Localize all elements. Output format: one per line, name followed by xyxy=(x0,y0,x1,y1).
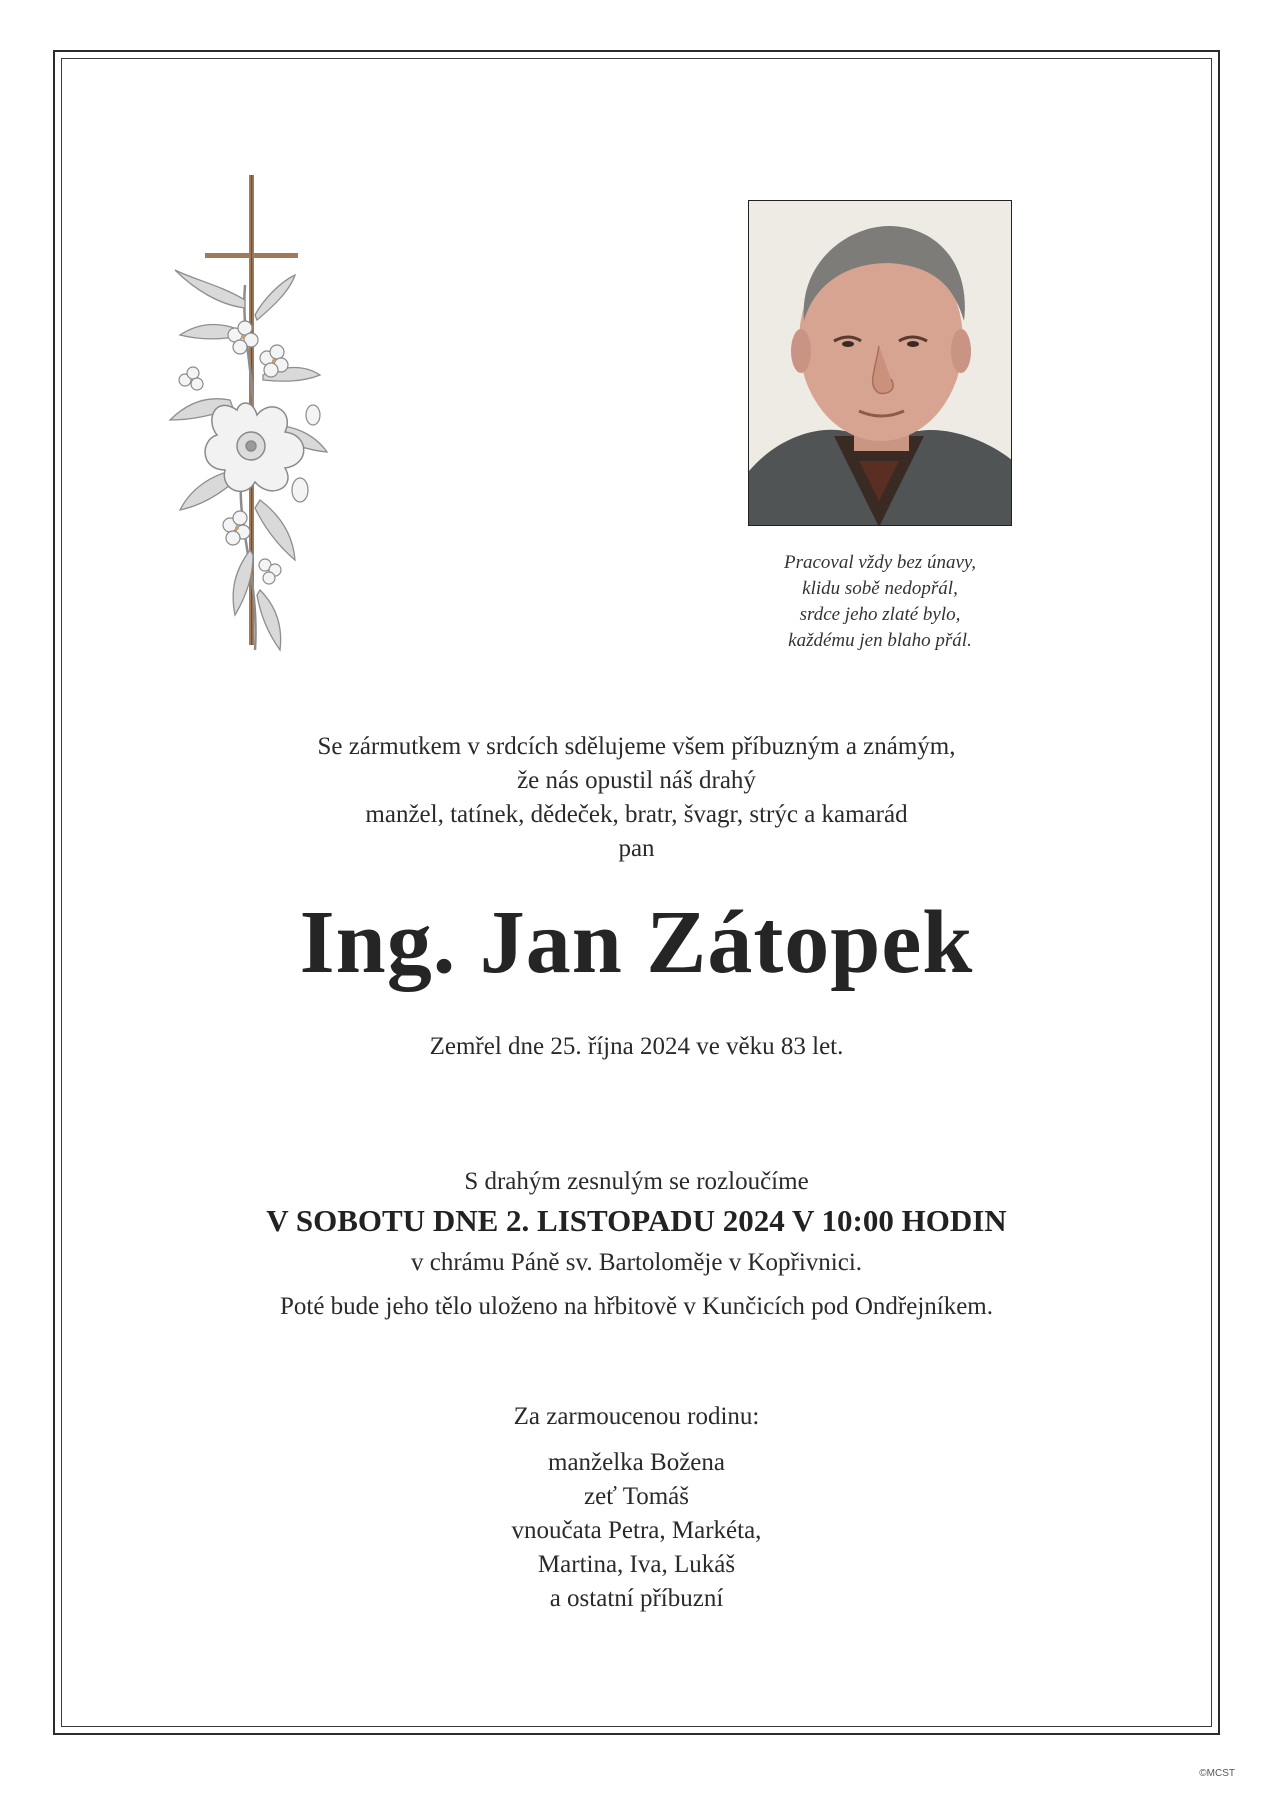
farewell-place: v chrámu Páně sv. Bartoloměje v Kopřivnici. xyxy=(410,1249,863,1276)
family-signature xyxy=(61,1400,1212,1616)
farewell-date: V SOBOTU DNE 2. LISTOPADU 2024 V 10:00 HODIN xyxy=(266,1203,1007,1238)
announcement-intro xyxy=(61,730,1212,866)
copyright-mark: ©MCST xyxy=(1199,1768,1235,1779)
verse-line: Pracoval vždy bez únavy, xyxy=(783,552,977,573)
family-member: a ostatní příbuzní xyxy=(549,1585,724,1612)
death-date: Zemřel dne 25. října 2024 ve věku 83 let. xyxy=(429,1033,844,1060)
intro-line: Se zármutkem v srdcích sdělujeme všem příbuzným a známým, xyxy=(317,733,956,760)
family-member: zeť Tomáš xyxy=(584,1483,689,1510)
intro-line: pan xyxy=(618,835,655,862)
verse-line: každému jen blaho přál. xyxy=(788,630,972,651)
cross-with-flowers-icon xyxy=(145,170,345,670)
burial-info: Poté bude jeho tělo uloženo na hřbitově v Kunčicích pod Ondřejníkem. xyxy=(279,1293,993,1320)
verse-line: srdce jeho zlaté bylo, xyxy=(799,604,961,625)
portrait-photo xyxy=(748,200,1012,526)
intro-line: manžel, tatínek, dědeček, bratr, švagr, strýc a kamarád xyxy=(365,801,908,828)
family-member: manželka Božena xyxy=(548,1449,725,1476)
family-member: vnoučata Petra, Markéta, xyxy=(511,1517,762,1544)
family-member: Martina, Iva, Lukáš xyxy=(537,1551,736,1578)
family-heading: Za zarmoucenou rodinu: xyxy=(513,1403,760,1430)
verse xyxy=(700,550,1060,654)
farewell-lead: S drahým zesnulým se rozloučíme xyxy=(464,1168,809,1195)
deceased-name: Ing. Jan Zátopek xyxy=(299,893,974,992)
verse-line: klidu sobě nedopřál, xyxy=(802,578,958,599)
intro-line: že nás opustil náš drahý xyxy=(517,767,756,794)
